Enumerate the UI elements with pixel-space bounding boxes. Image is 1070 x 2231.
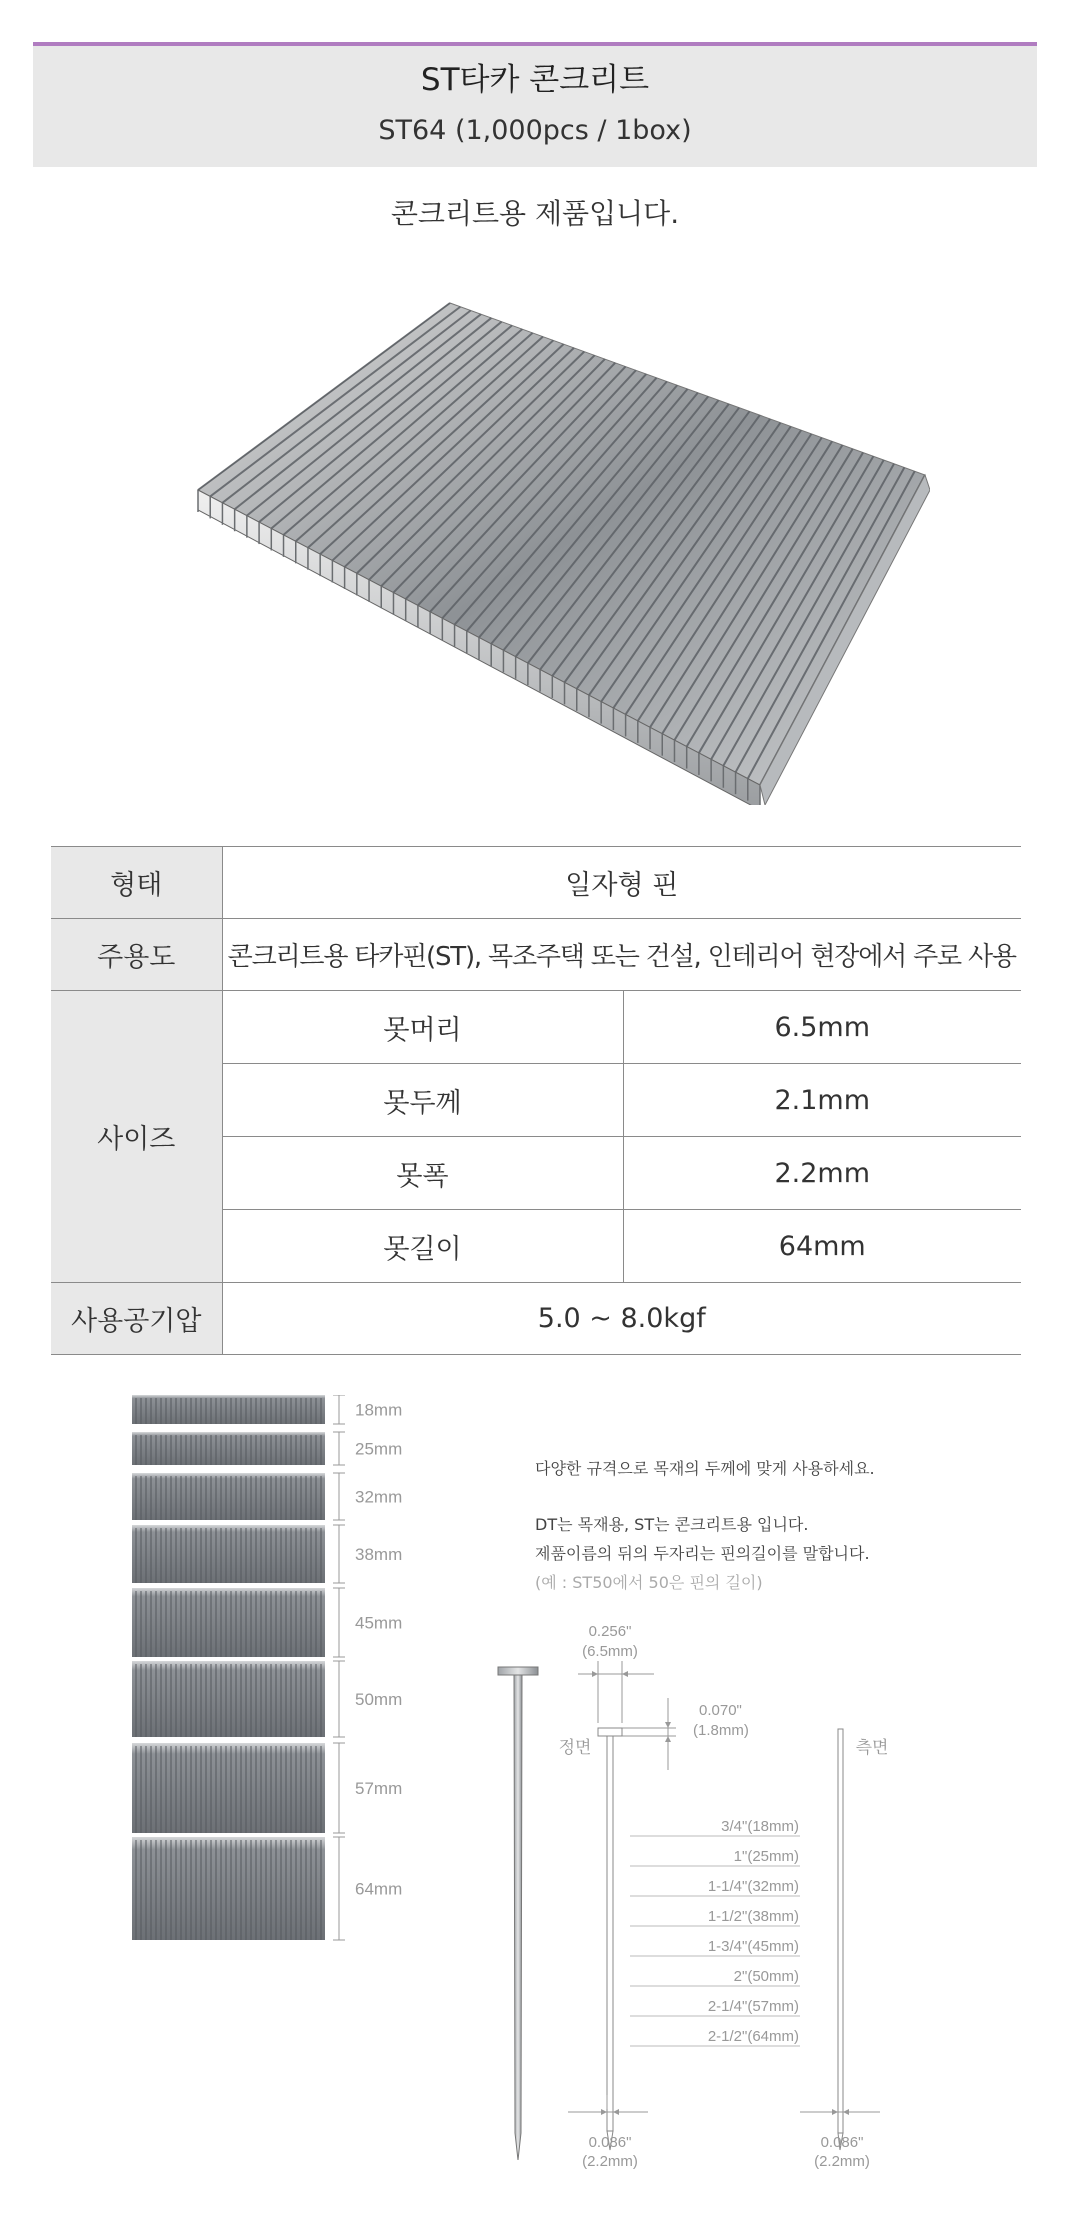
spec-size-name: 못두께 <box>222 1064 623 1137</box>
spec-table <box>51 846 1021 1355</box>
note-line-3: 제품이름의 뒤의 두자리는 핀의길이를 말합니다. <box>535 1544 870 1563</box>
spec-pressure-label: 사용공기압 <box>51 1283 222 1355</box>
spec-size-name: 못머리 <box>222 991 623 1064</box>
spec-form-label: 형태 <box>51 847 222 919</box>
spec-size-name: 못폭 <box>222 1137 623 1210</box>
note-line-1: 다양한 규격으로 목재의 두께에 맞게 사용하세요. <box>535 1459 875 1478</box>
strip-length-label: 18mm <box>355 1400 403 1420</box>
strip-length-label: 50mm <box>355 1690 403 1709</box>
product-title: ST타카 콘크리트 <box>420 62 650 98</box>
side-shank-inch: 0.086" <box>820 2134 864 2151</box>
spec-size-label: 사이즈 <box>51 991 222 1283</box>
front-shank-mm: (2.2mm) <box>582 2153 638 2170</box>
front-shank-inch: 0.086" <box>588 2134 632 2151</box>
spec-size-value: 64mm <box>623 1210 1021 1283</box>
head-width-inch: 0.256" <box>588 1623 632 1640</box>
spec-usage-label: 주용도 <box>51 919 222 991</box>
strip-length-label: 32mm <box>355 1487 403 1507</box>
inch-size-label: 1-1/2"(38mm) <box>707 1908 799 1925</box>
inch-size-label: 2"(50mm) <box>733 1968 799 1985</box>
inch-size-label: 2-1/4"(57mm) <box>707 1998 799 2015</box>
size-diagram <box>0 1395 1070 2195</box>
product-header <box>33 42 1037 167</box>
product-subtitle: ST64 (1,000pcs / 1box) <box>378 115 692 146</box>
note-line-2: DT는 목재용, ST는 콘크리트용 입니다. <box>535 1515 809 1534</box>
head-thick-mm: (1.8mm) <box>693 1722 749 1739</box>
spec-row-form <box>51 847 1021 919</box>
intro-text: 콘크리트용 제품입니다. <box>390 197 680 230</box>
head-width-mm: (6.5mm) <box>582 1643 638 1660</box>
strip-length-label: 38mm <box>355 1545 403 1564</box>
spec-row-usage <box>51 919 1021 991</box>
spec-row-size <box>51 991 1021 1064</box>
front-label: 정면 <box>558 1738 592 1757</box>
head-thick-inch: 0.070" <box>699 1702 742 1719</box>
inch-size-label: 3/4"(18mm) <box>721 1818 799 1835</box>
inch-size-label: 1"(25mm) <box>733 1848 799 1865</box>
note-line-4: (예 : ST50에서 50은 핀의 길이) <box>535 1573 763 1592</box>
spec-size-name: 못길이 <box>222 1210 623 1283</box>
strip-length-label: 45mm <box>355 1613 403 1633</box>
spec-size-value: 2.2mm <box>623 1137 1021 1210</box>
side-label: 측면 <box>855 1738 889 1757</box>
spec-form-value: 일자형 핀 <box>222 847 1021 919</box>
product-photo <box>190 285 930 805</box>
inch-size-label: 2-1/2"(64mm) <box>707 2028 799 2045</box>
spec-size-value: 2.1mm <box>623 1064 1021 1137</box>
spec-pressure-value: 5.0 ~ 8.0kgf <box>222 1283 1021 1355</box>
spec-usage-value: 콘크리트용 타카핀(ST), 목조주택 또는 건설, 인테리어 현장에서 주로 사용 <box>222 919 1021 991</box>
spec-size-value: 6.5mm <box>623 991 1021 1064</box>
strip-length-label: 25mm <box>355 1439 403 1459</box>
inch-size-label: 1-1/4"(32mm) <box>707 1878 799 1895</box>
spec-row-pressure <box>51 1283 1021 1355</box>
strip-length-label: 57mm <box>355 1779 403 1798</box>
strip-length-label: 64mm <box>355 1879 403 1899</box>
side-shank-mm: (2.2mm) <box>814 2153 870 2170</box>
inch-size-label: 1-3/4"(45mm) <box>707 1938 799 1955</box>
